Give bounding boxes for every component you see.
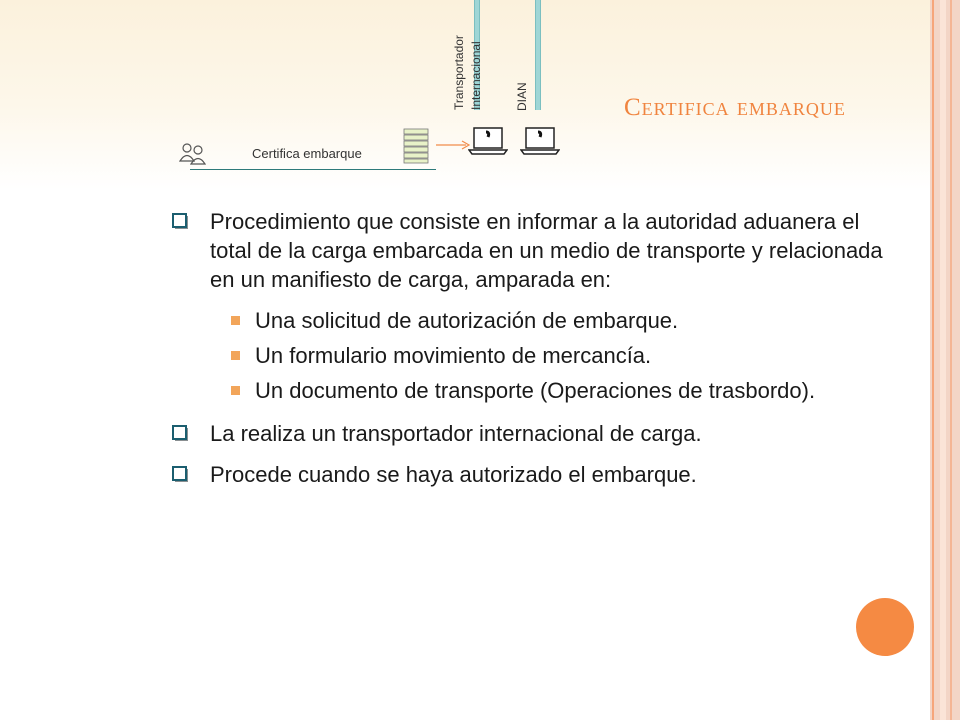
sub-bullet-item xyxy=(172,341,892,370)
laptop-icon xyxy=(468,126,508,156)
bullet-item xyxy=(172,419,892,448)
checkbox-bullet-icon xyxy=(172,466,189,483)
message-line xyxy=(190,169,436,170)
document-stack-icon xyxy=(403,128,429,164)
bullet-item xyxy=(172,207,892,294)
sub-bullet-text: Un formulario movimiento de mercancía. xyxy=(255,343,652,368)
square-bullet-icon xyxy=(231,386,240,395)
right-decorative-border xyxy=(930,0,960,720)
lifeline-dian xyxy=(535,0,541,110)
bullet-text: Procedimiento que consiste en informar a la autoridad aduanera el total de la carga embarcada en un medio de transporte y relacionada en un manifiesto de carga, amparada en: xyxy=(210,209,883,292)
message-label: Certifica embarque xyxy=(252,146,362,161)
sub-bullet-list xyxy=(172,306,892,405)
laptop-icon xyxy=(520,126,560,156)
checkbox-bullet-icon xyxy=(172,213,189,230)
square-bullet-icon xyxy=(231,351,240,360)
sub-bullet-text: Una solicitud de autorización de embarque. xyxy=(255,308,679,333)
bullet-item xyxy=(172,460,892,489)
arrow-right-icon xyxy=(436,140,470,150)
bullet-list xyxy=(172,207,892,501)
bullet-text: Procede cuando se haya autorizado el embarque. xyxy=(210,462,697,487)
lifeline-label-internacional: Internacional xyxy=(469,41,483,110)
users-icon xyxy=(178,141,208,167)
bullet-text: La realiza un transportador internacional de carga. xyxy=(210,421,702,446)
sub-bullet-item xyxy=(172,306,892,335)
checkbox-bullet-icon xyxy=(172,425,189,442)
sub-bullet-text: Un documento de transporte (Operaciones de trasbordo). xyxy=(255,378,816,403)
square-bullet-icon xyxy=(231,316,240,325)
lifeline-label-transportador: Transportador xyxy=(452,35,466,110)
sub-bullet-item xyxy=(172,376,892,405)
slide-title: Certifica embarque xyxy=(624,94,846,121)
decorative-circle xyxy=(856,598,914,656)
lifeline-label-dian: DIAN xyxy=(515,82,529,111)
